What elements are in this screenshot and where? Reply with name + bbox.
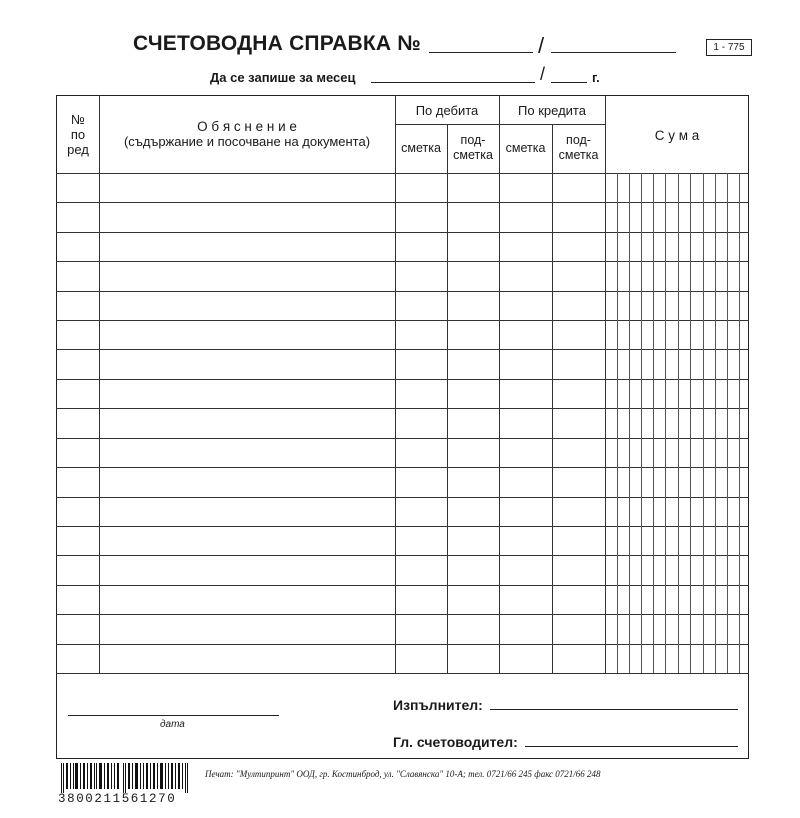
date-field-line[interactable] [68,715,279,716]
date-label: дата [160,719,185,730]
debit-subaccount-header [447,133,499,163]
amount-digit-divider [678,173,679,673]
row-no-header-line-2: по [70,127,86,142]
barcode-image [60,763,200,795]
year-field-line[interactable] [551,82,587,83]
document-number-year-line[interactable] [551,52,676,53]
column-divider-explanation [395,95,396,673]
explanation-header-title: О б я с н е н и е [197,119,297,134]
amount-header: С у м а [654,128,700,143]
credit-subaccount-line-2: сметка [558,148,599,162]
document-number-line[interactable] [429,52,533,53]
executor-label: Изпълнител: [393,697,483,713]
row-rule [56,320,749,321]
amount-digit-divider [665,173,666,673]
row-rule [56,202,749,203]
row-rule [56,526,749,527]
amount-digit-divider [727,173,728,673]
debit-subaccount-line-1: под- [460,133,486,147]
row-rule [56,614,749,615]
debit-subaccount-line-2: сметка [453,148,493,162]
number-separator: / [538,33,545,58]
printer-info: Печат: "Мултипринт" ООД, гр. Костинброд, ул. "Славянска" 10-А; тел. 0721/66 245 факс 0721/66 248 [205,769,601,779]
row-no-header [58,112,98,157]
column-divider-amount [605,95,606,673]
explanation-header-subtitle: (съдържание и посочване на документа) [123,134,371,149]
amount-digit-divider [641,173,642,673]
row-rule [56,291,749,292]
column-divider-debit-credit [499,95,500,673]
amount-digit-divider [629,173,630,673]
credit-subaccount-line-1: под- [566,133,591,147]
credit-subaccount-header [552,133,605,163]
row-no-header-line-3: ред [67,142,89,157]
amount-digit-divider [690,173,691,673]
row-rule [56,261,749,262]
body-bottom-rule [56,673,749,674]
column-divider-credit-sub [552,124,553,673]
credit-account-header: сметка [505,141,546,155]
amount-digit-divider [715,173,716,673]
row-rule [56,467,749,468]
column-divider-debit-sub [447,124,448,673]
document-title: СЧЕТОВОДНА СПРАВКА № [133,32,421,55]
debit-account-header: сметка [401,141,441,155]
amount-digit-divider [653,173,654,673]
credit-group-header: По кредита [518,103,586,118]
amount-digit-divider [617,173,618,673]
barcode-number: 3800211561270 [58,792,177,806]
row-rule [56,438,749,439]
row-rule [56,644,749,645]
row-rule [56,232,749,233]
month-field-line[interactable] [371,82,535,83]
row-rule [56,585,749,586]
row-rule [56,408,749,409]
row-rule [56,555,749,556]
amount-digit-divider [703,173,704,673]
amount-digit-divider [739,173,740,673]
row-rule [56,497,749,498]
column-divider-row-no [99,95,100,673]
header-bottom-rule [56,173,749,174]
debit-group-header: По дебита [415,103,479,118]
chief-accountant-label: Гл. счетоводител: [393,734,518,750]
month-separator: / [540,64,546,84]
row-no-header-line-1: № [71,112,85,127]
row-rule [56,379,749,380]
explanation-header [100,119,394,149]
form-code-badge: 1 - 775 [706,39,752,56]
year-suffix: г. [592,70,600,85]
month-label: Да се запише за месец [210,70,356,85]
row-rule [56,349,749,350]
chief-accountant-signature-line[interactable] [525,746,738,747]
executor-signature-line[interactable] [490,709,738,710]
debit-credit-subheader-rule [395,124,605,125]
journal-table-frame [56,95,749,759]
